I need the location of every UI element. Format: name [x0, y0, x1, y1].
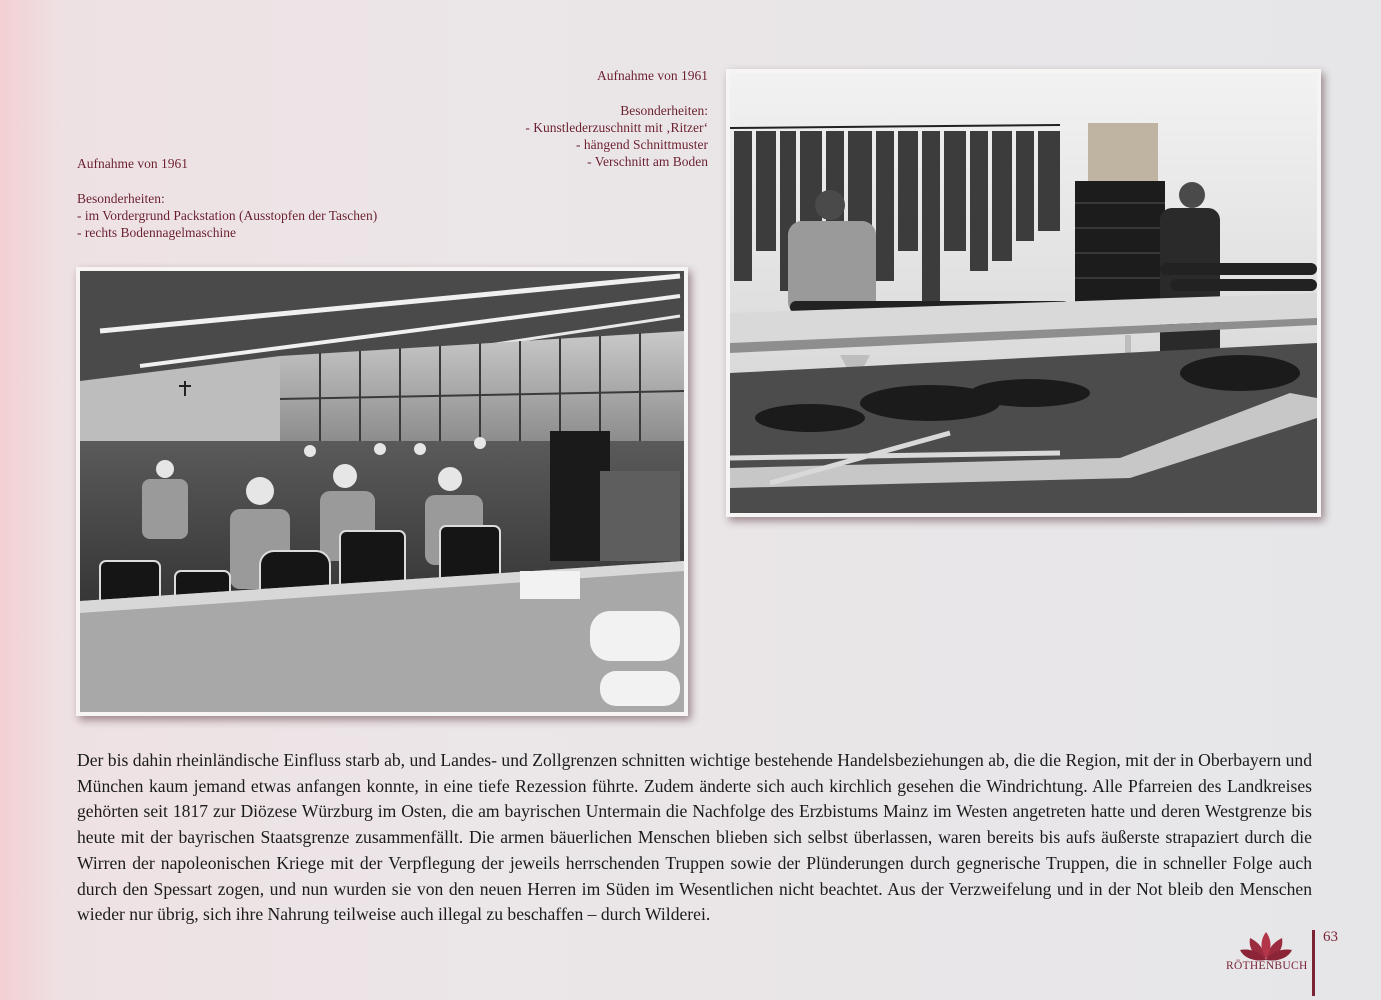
- logo-text: RÖTHENBUCH: [1226, 960, 1308, 972]
- caption-heading: Besonderheiten:: [620, 103, 708, 118]
- page-number-rule: [1312, 930, 1315, 996]
- caption-item: - Verschnitt am Boden: [587, 154, 708, 169]
- caption-item: - im Vordergrund Packstation (Ausstopfen der Taschen): [77, 208, 378, 223]
- leaf-emblem-icon: [1238, 930, 1294, 962]
- caption-right-photo: [430, 67, 708, 170]
- caption-title: Aufnahme von 1961: [77, 156, 188, 171]
- caption-item: - hängend Schnittmuster: [576, 137, 708, 152]
- body-paragraph: Der bis dahin rheinländische Einfluss starb ab, und Landes- und Zollgrenzen schnitten wichtige bestehende Handelsbeziehungen ab, die die Region, mit der in Oberbayern und München kaum jemand etwas anfangen konnte, in eine tiefe Rezession führte. Zudem änderte sich auch kirchlich gesehen die Windrichtung. Alle Pfarreien des Landkreises gehörten seit 1817 zur Diözese Würzburg im Osten, die am bayrischen Untermain die Nachfolge des Erzbistums Mainz im Westen angetreten hatte und deren Westgrenze bis heute mit der bayrischen Staatsgrenze zusammenfällt. Die armen bäuerlichen Menschen blieben sich selbst überlassen, waren bereits bis aufs äußerste strapaziert durch die Wirren der napoleonischen Kriege mit der Verpflegung der jeweils herrschenden Truppen sowie der Plünderungen durch gegnerische Truppen, die in schneller Folge auch durch den Spessart zogen, und nun wurden sie von den neuen Herren im Süden im Wesentlichen nicht beachtet. Aus der Verzweifelung und in der Not bleib den Menschen wieder nur übrig, sich ihre Nahrung teilweise auch illegal zu beschaffen – durch Wilderei.: [77, 750, 1312, 925]
- page-number: 63: [1323, 929, 1338, 945]
- photo-factory-packing-hall: [76, 267, 688, 716]
- caption-left-photo: [77, 155, 377, 241]
- photo-leather-cutting-room: [726, 69, 1321, 517]
- rothenbuch-logo: [1226, 930, 1306, 980]
- caption-title: Aufnahme von 1961: [597, 68, 708, 83]
- caption-item: - rechts Bodennagelmaschine: [77, 225, 236, 240]
- caption-item: - Kunstlederzuschnitt mit ‚Ritzer‘: [525, 120, 708, 135]
- caption-heading: Besonderheiten:: [77, 191, 165, 206]
